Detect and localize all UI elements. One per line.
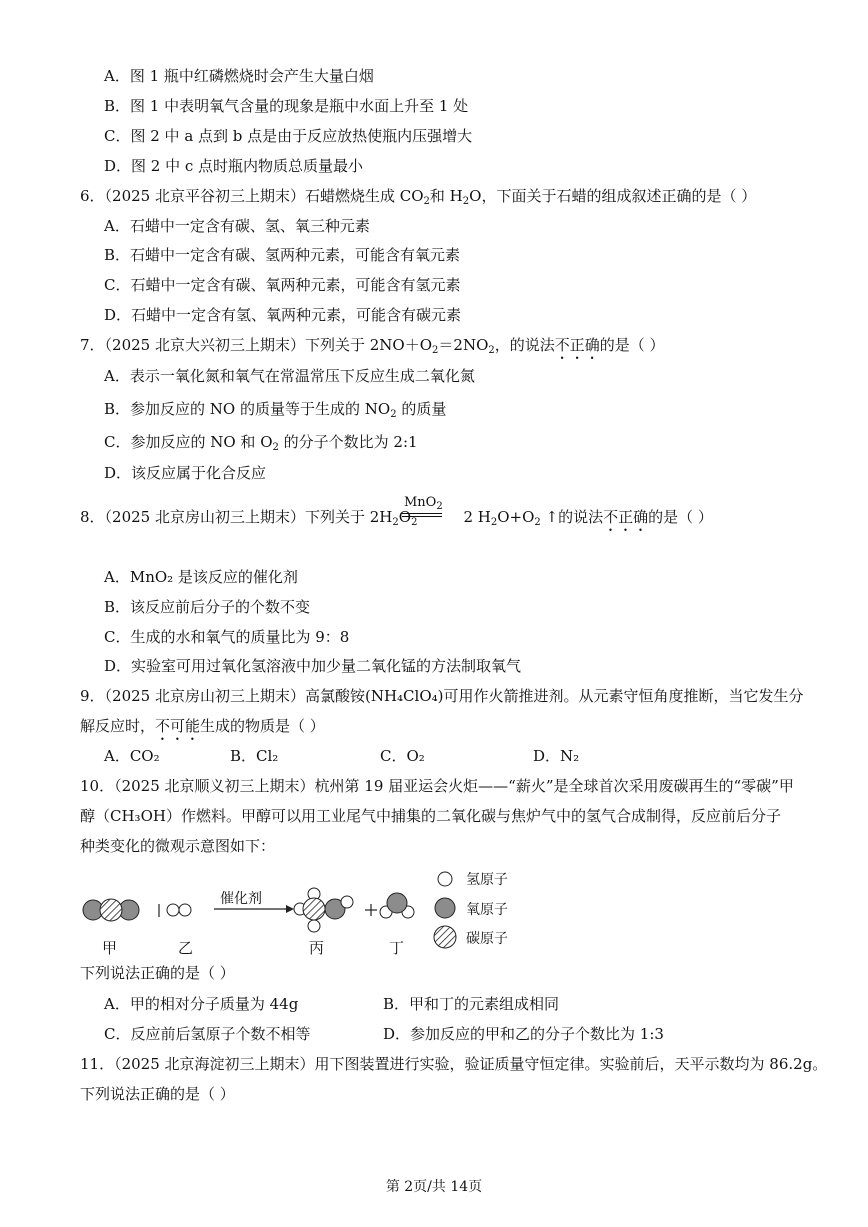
label-ding: 丁 bbox=[389, 939, 405, 957]
molecule-yi bbox=[167, 904, 191, 916]
q7-stem: 7．（2025 北京大兴初三上期末）下列关于 $2NO+O_2=2NO_2$，的说法不正确的是（ ） bbox=[80, 336, 665, 356]
label-bing: 丙 bbox=[309, 939, 325, 957]
q10-option-d: D．参加反应的甲和乙的分子个数比为 1:3 bbox=[383, 1025, 664, 1043]
prev-option-a: A．图 1 瓶中红磷燃烧时会产生大量白烟 bbox=[104, 67, 374, 85]
q7-option-b: B．参加反应的 NO 的质量等于生成的 $NO_2$ 的质量 bbox=[104, 400, 447, 420]
molecule-jia bbox=[83, 899, 139, 921]
q6-option-d: D．石蜡中一定含有氢、氧两种元素，可能含有碳元素 bbox=[104, 306, 462, 324]
q10-question: 下列说法正确的是（ ） bbox=[80, 964, 235, 982]
q6-option-b: B．石蜡中一定含有碳、氢两种元素，可能含有氧元素 bbox=[104, 246, 461, 264]
q10-stem-line1: 10．（2025 北京顺义初三上期末）杭州第 19 届亚运会火炬——“薪火”是全球首次采用废碳再生的“零碳”甲 bbox=[80, 777, 794, 795]
label-yi: 乙 bbox=[178, 939, 194, 957]
legend-hydrogen: 氢原子 bbox=[466, 872, 508, 888]
q6-option-c: C．石蜡中一定含有碳、氧两种元素，可能含有氢元素 bbox=[104, 276, 461, 294]
q6-stem: 6．（2025 北京平谷初三上期末）石蜡燃烧生成 $CO_2$和 $H_2O$，下面关于石蜡的组成叙述正确的是（ ） bbox=[80, 187, 757, 207]
prev-option-d: D．图 2 中 c 点时瓶内物质总质量最小 bbox=[104, 157, 364, 175]
molecule-bing bbox=[294, 888, 353, 932]
q10-stem-line2: 醇（CH₃OH）作燃料。甲醇可以用工业尾气中捕集的二氧化碳与焦炉气中的氢气合成制得，反应前后分子 bbox=[80, 807, 781, 825]
q9-option-b: B．Cl₂ bbox=[230, 747, 279, 765]
q8-option-d: D．实验室可用过氧化氢溶液中加少量二氧化锰的方法制取氧气 bbox=[104, 657, 522, 675]
molecule-ding bbox=[380, 893, 414, 918]
plus-sign-2 bbox=[365, 904, 377, 916]
q6-option-a: A．石蜡中一定含有碳、氢、氧三种元素 bbox=[104, 217, 370, 235]
q11-stem-line2: 下列说法正确的是（ ） bbox=[80, 1085, 235, 1103]
q7-option-a: A．表示一氧化氮和氧气在常温常压下反应生成二氧化氮 bbox=[104, 367, 475, 385]
q7-option-c: C．参加反应的 NO 和 $O_2$ 的分子个数比为 2:1 bbox=[104, 433, 418, 453]
page-footer: 第 2页/共 14页 bbox=[385, 1179, 483, 1195]
prev-option-b: B．图 1 中表明氧气含量的现象是瓶中水面上升至 1 处 bbox=[104, 97, 469, 115]
q8-stem: 8．（2025 北京房山初三上期末）下列关于 $2H_2O_2$ 2 $H_2O+O_2$ ↑的说法不正确的是（ ） bbox=[80, 508, 713, 528]
q8-option-a: A．MnO₂ 是该反应的催化剂 bbox=[104, 568, 298, 586]
q9-option-a: A．CO₂ bbox=[104, 747, 160, 765]
q9-stem-line2: 解反应时，不可能生成的物质是（ ） bbox=[80, 717, 325, 735]
q7-option-d: D．该反应属于化合反应 bbox=[104, 464, 267, 482]
prev-option-c: C．图 2 中 a 点到 b 点是由于反应放热使瓶内压强增大 bbox=[104, 127, 473, 145]
q10-stem-line3: 种类变化的微观示意图如下： bbox=[80, 837, 276, 855]
q11-stem-line1: 11．（2025 北京海淀初三上期末）用下图装置进行实验，验证质量守恒定律。实验前后，天平示数均为 86.2g。 bbox=[80, 1055, 828, 1073]
q9-stem-line1: 9．（2025 北京房山初三上期末）高氯酸铵(NH₄ClO₄)可用作火箭推进剂。从元素守恒角度推断，当它发生分 bbox=[80, 687, 804, 705]
legend-oxygen: 氧原子 bbox=[466, 902, 508, 918]
legend-symbols bbox=[434, 872, 456, 948]
label-jia: 甲 bbox=[102, 939, 118, 957]
legend-carbon: 碳原子 bbox=[466, 931, 508, 947]
q9-option-c: C．O₂ bbox=[380, 747, 425, 765]
q10-option-c: C．反应前后氢原子个数不相等 bbox=[104, 1025, 311, 1043]
q9-option-d: D．N₂ bbox=[533, 747, 580, 765]
q8-option-c: C．生成的水和氧气的质量比为 9：8 bbox=[104, 628, 350, 646]
q8-catalyst-label: MnO$_2$ bbox=[404, 495, 443, 512]
q8-option-b: B．该反应前后分子的个数不变 bbox=[104, 598, 311, 616]
catalyst-label: 催化剂 bbox=[220, 891, 262, 907]
q10-option-b: B．甲和丁的元素组成相同 bbox=[383, 995, 560, 1013]
q10-option-a: A．甲的相对分子质量为 44g bbox=[104, 995, 299, 1013]
